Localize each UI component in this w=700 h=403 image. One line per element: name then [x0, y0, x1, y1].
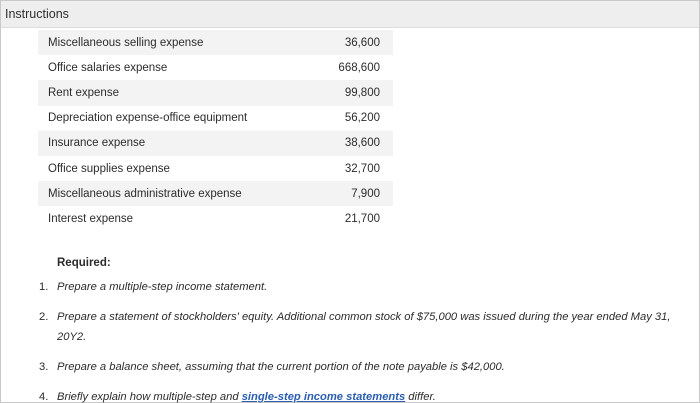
- requirements-list: [39, 277, 689, 403]
- expense-amount: 7,900: [351, 187, 380, 200]
- item-text: [57, 387, 689, 403]
- expense-amount: 36,600: [344, 36, 380, 49]
- table-row: [38, 80, 393, 105]
- expense-label: Depreciation expense-office equipment: [48, 112, 248, 125]
- table-row: [38, 30, 393, 55]
- expense-label: Miscellaneous selling expense: [48, 36, 204, 49]
- expense-label: Rent expense: [48, 86, 119, 99]
- table-row: [38, 55, 393, 80]
- list-item: [39, 277, 689, 297]
- item-text-before: Briefly explain how multiple-step and: [57, 391, 242, 403]
- expense-amount: 56,200: [344, 112, 380, 125]
- required-heading: Required:: [57, 257, 111, 269]
- table-row: [38, 181, 393, 206]
- expense-amount: 38,600: [344, 137, 380, 150]
- item-number: 4.: [39, 391, 49, 403]
- item-text: Prepare a balance sheet, assuming that the current portion of the note payable is $42,000.: [57, 361, 505, 373]
- list-item: [39, 387, 689, 403]
- single-step-income-statements-link[interactable]: single-step income statements: [241, 391, 406, 403]
- item-number: 1.: [39, 281, 49, 293]
- table-row: [38, 106, 393, 131]
- expense-amount: 21,700: [344, 212, 380, 225]
- expense-amount: 32,700: [344, 162, 380, 175]
- expense-table: [38, 30, 393, 232]
- list-item: [39, 307, 689, 347]
- table-row: [38, 131, 393, 156]
- expense-label: Insurance expense: [48, 137, 146, 150]
- table-row: [38, 156, 393, 181]
- item-text: Prepare a multiple-step income statement.: [57, 281, 268, 293]
- table-row: [38, 206, 393, 231]
- list-item: [39, 357, 689, 377]
- item-number: 2.: [39, 311, 49, 323]
- instructions-header: Instructions: [1, 1, 699, 28]
- expense-label: Office supplies expense: [48, 162, 170, 175]
- item-text: Prepare a statement of stockholders' equity. Additional common stock of $75,000 was issued during the year ended May 31, 20Y2.: [57, 311, 671, 343]
- expense-amount: 668,600: [338, 61, 380, 74]
- expense-label: Interest expense: [48, 212, 134, 225]
- expense-label: Miscellaneous administrative expense: [48, 187, 242, 200]
- item-text-after: differ.: [405, 391, 436, 403]
- item-number: 3.: [39, 361, 49, 373]
- expense-label: Office salaries expense: [48, 61, 168, 74]
- expense-amount: 99,800: [344, 86, 380, 99]
